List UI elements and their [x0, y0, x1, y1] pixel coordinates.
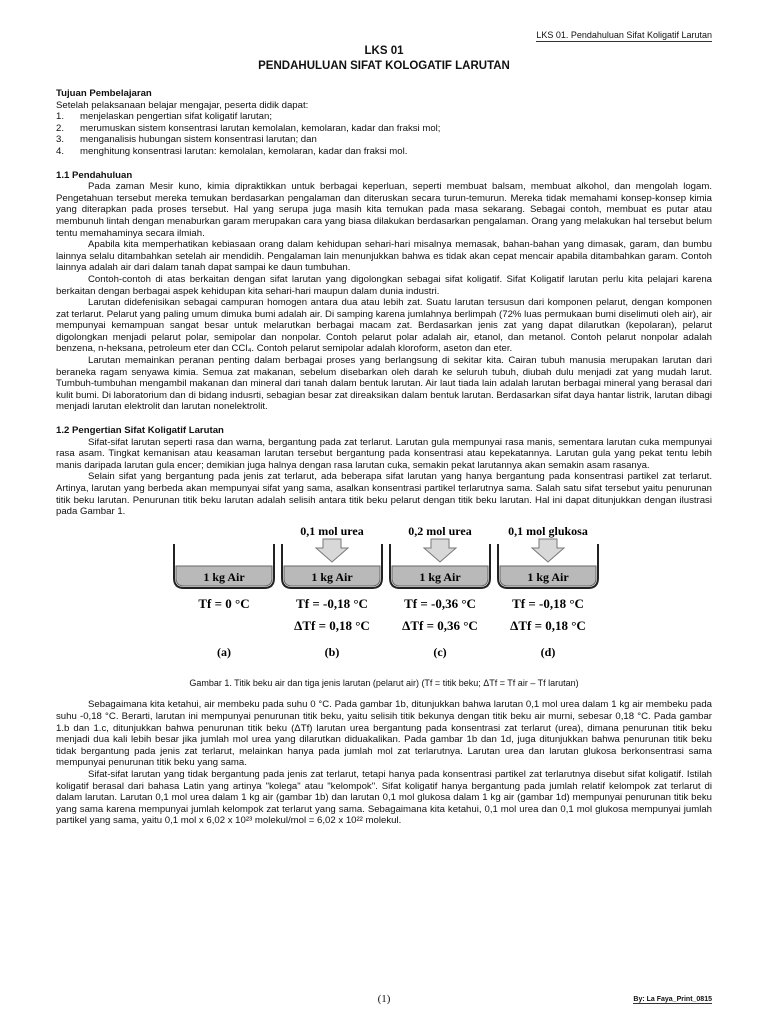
freezing-point: Tf = -0,18 °C: [296, 595, 368, 611]
panel-label: (a): [217, 644, 231, 659]
objective-item: [56, 123, 712, 135]
objectives-intro: Setelah pelaksanaan belajar mengajar, peserta didik dapat:: [56, 99, 309, 111]
freezing-point-depression: ΔTf = 0,18 °C: [294, 617, 370, 633]
paragraph: Sifat-sifat larutan yang tidak bergantung pada jenis zat terlarut, tetapi hanya pada konsentrasi partikel zat terlarutnya disebut sifat koligatif. Istilah koligatif berasal dari bahasa Latin yang artinya "kolega" atau "kelompok". Sifat koligatif hanya bergantung pada jumlah relatif kelompok zat terlarut di dalam larutan. Larutan 0,1 mol urea dalam 1 kg air (gambar 1b) dan larutan 0,1 mol glukosa dalam 1 kg air (gambar 1d) mempunyai penurunan titik beku yang sama karena mempunyai jumlah kelompok zat terlarut yang sama. Sebagaimana kita ketahui, 0,1 mol urea dan 0,1 mol glukosa mempunyai jumlah partikel yang sama, yaitu 0,1 mol x 6,02 x 10²³ molekul/mol = 6,02 x 10²² molekul.: [56, 768, 712, 827]
objective-text: merumuskan sistem konsentrasi larutan kemolalan, kemolaran, kadar dan fraksi mol;: [80, 122, 441, 134]
title-line1: LKS 01: [364, 45, 404, 57]
solute-label: 0,1 mol urea: [300, 525, 364, 538]
solute-label: 0,2 mol urea: [408, 525, 472, 538]
paragraph: Pada zaman Mesir kuno, kimia dipraktikkan untuk berbagai keperluan, seperti membuat balsam, membuat alkohol, dan mengolah logam. Pengetahuan tersebut mereka temukan berdasarkan pengalaman dan diteruskan secara turun-temurun. Mereka tidak memahami konsep-konsep kimia yang diterapkan pada proses tersebut. Hal yang serupa juga masih kita temukan pada masa sekarang. Sebagai contoh, membuat es putar atau membunuh lintah dengan menaburkan garam merupakan cara yang biasa dilakukan berdasarkan pengalaman. Orang yang melakukan hal tersebut belum tentu memahaminya secara ilmiah.: [56, 181, 712, 239]
objective-text: menganalisis hubungan sistem konsentrasi larutan; dan: [80, 134, 317, 146]
objectives-heading: Tujuan Pembelajaran: [56, 88, 152, 99]
document-page: [56, 44, 712, 827]
solute-label: 0,1 mol glukosa: [508, 525, 588, 538]
objective-item: [56, 146, 712, 158]
figure-1: [56, 526, 712, 676]
liquid-label: 1 kg Air: [419, 569, 461, 584]
section2-heading: 1.2 Pengertian Sifat Koligatif Larutan: [56, 425, 224, 437]
section2-body: [56, 437, 712, 518]
paragraph: Contoh-contoh di atas berkaitan dengan sifat larutan yang digolongkan sebagai sifat koligatif. Sifat Koligatif larutan perlu kita pelajari karena berkaitan dengan berbagai aspek kehidupan kita sehari-hari maupun dalam dunia industri.: [56, 273, 712, 297]
title-line2: PENDAHULUAN SIFAT KOLOGATIF LARUTAN: [258, 60, 510, 72]
section1-heading: 1.1 Pendahuluan: [56, 169, 133, 181]
freezing-point: Tf = 0 °C: [198, 595, 250, 611]
section2-body-continued: [56, 699, 712, 827]
objective-text: menghitung konsentrasi larutan: kemolalan, kemolaran, kadar dan fraksi mol.: [80, 145, 408, 157]
figure-1-illustration: [56, 526, 712, 676]
panel-label: (d): [540, 644, 556, 659]
liquid-label: 1 kg Air: [527, 569, 569, 584]
freezing-point-depression: ΔTf = 0,36 °C: [402, 617, 478, 633]
down-arrow-icon: [424, 539, 456, 562]
down-arrow-icon: [316, 539, 348, 562]
panel-label: (c): [433, 644, 447, 659]
page-number: (1): [377, 993, 391, 1005]
objective-item: [56, 111, 712, 123]
running-header: LKS 01. Pendahuluan Sifat Koligatif Larutan: [536, 30, 712, 40]
liquid-label: 1 kg Air: [311, 569, 353, 584]
freezing-point-depression: ΔTf = 0,18 °C: [510, 617, 586, 633]
objective-number: 3.: [56, 134, 65, 146]
panel-label: (b): [324, 644, 340, 659]
section1-body: [56, 181, 712, 413]
objective-number: 4.: [56, 145, 65, 157]
figure-caption: Gambar 1. Titik beku air dan tiga jenis larutan (pelarut air) (Tf = titik beku; ΔTf = Tf air – Tf larutan): [189, 677, 579, 688]
paragraph: Larutan memainkan peranan penting dalam berbagai proses yang berlangsung di sekitar kita. Cairan tubuh manusia merupakan larutan dari beraneka ragam senyawa kimia. Semua zat makanan, sebelum disebarkan oleh darah ke seluruh tubuh, diubah dulu menjadi zat yang mudah larut. Tumbuh-tumbuhan mengambil makanan dan mineral dari tanah dalam bentuk larutan. Air laut tiada lain adalah larutan berbagai mineral yang berasal dari kulit bumi. Di laboratorium dan di bidang indusrti, sebagian besar zat direaksikan dalam bentuk larutan. Berdasarkan sifat daya hantar listrik, larutan dibagi menjadi larutan elektrolit dan larutan nonelektrolit.: [56, 355, 712, 413]
paragraph: Larutan didefenisikan sebagai campuran homogen antara dua atau lebih zat. Suatu larutan tersusun dari komponen pelarut, dengan komponen zat terlarut. Pelarut yang paling umum dimuka bumi adalah air. Di samping karena jumlahnya berlimpah (72% luas permukaan bumi diselimuti oleh air), air mempunyai kemampuan sangat besar untuk melarutkan berbagai macam zat. Berdasarkan jenis zat yang dapat dilarutkan (kepolaran), pelarut digolongkan menjadi pelarut polar, semipolar dan nonpolar. Contoh pelarut polar adalah air, etanol, dan metanol. Contoh pelarut nonpolar adalah benzena, n-heksana, petroleum eter dan CCl₄. Contoh pelarut semipolar adalah kloroform, aseton dan eter.: [56, 297, 712, 355]
paragraph: Apabila kita memperhatikan kebiasaan orang dalam kehidupan sehari-hari misalnya memasak, bahan-bahan yang dimasak, garam, dan bumbu lainnya selalu ditambahkan setelah air mendidih. Pengalaman lain menunjukkan bahwa es tidak akan cepat mencair apabila ditambahkan garam. Contoh lainnya adalah air dari dalam tanah dapat sampai ke daun tumbuhan.: [56, 239, 712, 274]
down-arrow-icon: [532, 539, 564, 562]
objective-number: 1.: [56, 111, 65, 123]
freezing-point: Tf = -0,18 °C: [512, 595, 584, 611]
freezing-point: Tf = -0,36 °C: [404, 595, 476, 611]
paragraph: Sebagaimana kita ketahui, air membeku pada suhu 0 °C. Pada gambar 1b, ditunjukkan bahwa larutan 0,1 mol urea dalam 1 kg air membeku pada suhu -0,18 °C. Berarti, larutan ini mempunyai penurunan titik beku, yaitu selisih titik bekunya dengan titik beku air murni, sebesar 0,18 °C. Pada gambar 1.b dan 1.c, ditunjukkan bahwa penurunan titik beku (ΔTf) larutan urea bergantung pada konsentrasi zat terlarut (urea), dimana penurunan titik beku menjadi dua kali lebih besar jika jumlah mol urea yang dilarutkan diduakalikan. Pada gambar 1b dan 1d, juga ditunjukkan bahwa penurunan titik beku tidak bergantung pada jenis zat terlarut, melainkan hanya pada jumlah mol zat terlarutnya. Larutan urea dan larutan glukosa berkonsentrasi sama mempunyai penurunan titik beku yang sama.: [56, 699, 712, 769]
objective-text: menjelaskan pengertian sifat koligatif larutan;: [80, 111, 272, 123]
paragraph: Sifat-sifat larutan seperti rasa dan warna, bergantung pada zat terlarut. Larutan gula mempunyai rasa manis, sementara larutan cuka mempunyai rasa asam. Tingkat kemanisan atau keasaman larutan tersebut bergantung pada konsentrasi atau kepekatannya. Larutan gula yang pekat tentu lebih manis daripada larutan gula encer; demikian juga halnya dengan rasa larutan cuka, semakin pekat larutannya akan semakin asam rasanya.: [56, 436, 712, 471]
objectives-list: [56, 111, 712, 157]
paragraph: Selain sifat yang bergantung pada jenis zat terlarut, ada beberapa sifat larutan yang hanya bergantung pada konsentrasi partikel zat terlarut. Artinya, larutan yang berbeda akan mempunyai sifat yang sama, asalkan konsentrasi partikel terlarutnya sama. Salah satu sifat tersebut yaitu penurunan titik beku larutan. Penurunan titik beku larutan adalah selisih antara titik beku pelarut dengan titik beku larutan. Hal ini dapat ditunjukkan dengan ilustrasi pada Gambar 1.: [56, 471, 712, 518]
liquid-label: 1 kg Air: [203, 569, 245, 584]
objective-number: 2.: [56, 122, 65, 134]
footer-credit: By: La Faya_Print_0815: [633, 996, 712, 1003]
objective-item: [56, 134, 712, 146]
